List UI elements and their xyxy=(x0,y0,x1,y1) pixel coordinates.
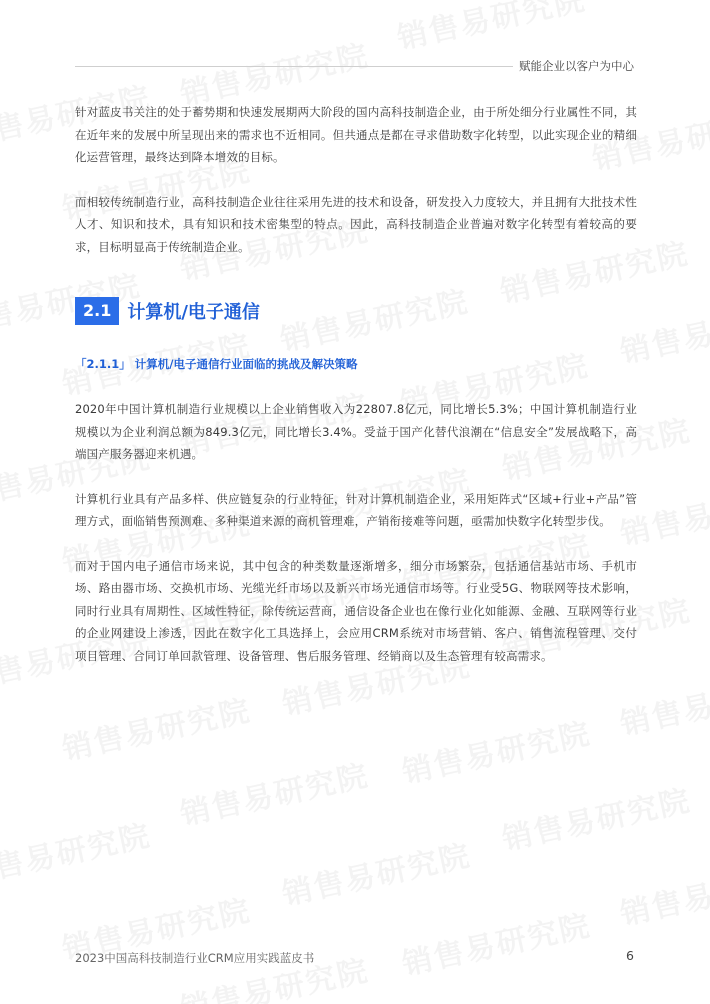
body-paragraph: 2020年中国计算机制造行业规模以上企业销售收入为22807.8亿元，同比增长5.3%；中国计算机制造行业规模以为企业利润总额为849.3亿元，同比增长3.4%。受益于国产化替代浪潮在“信息安全”发展战略下，高端国产服务器迎来机遇。 xyxy=(75,402,637,461)
watermark xyxy=(58,686,255,769)
body-paragraph: 而对于国内电子通信市场来说，其中包含的种类数量逐渐增多，细分市场繁杂，包括通信基站市场、手机市场、路由器市场、交换机市场、光缆光纤市场以及新兴市场光通信市场等。行业受5G、物联网等技术影响，同时行业具有周期性、区域性特征，除传统运营商，通信设备企业也在像行业化如能源、金融、互联网等行业的企业网建设上渗透，因此在数字化工具选择上，会应用CRM系统对市场营销、客户、销售流程管理、交付项目管理、合同订单回款管理、设备管理、售后服务管理、经销商以及生态管理有较高需求。 xyxy=(75,558,637,663)
section-title: 计算机/电子通信 xyxy=(127,302,260,323)
subsection-title: 「2.1.1」 计算机/电子通信行业面临的挑战及解决策略 xyxy=(75,357,358,371)
watermark xyxy=(0,811,154,894)
page-number: 6 xyxy=(626,948,634,963)
watermark xyxy=(398,709,595,792)
watermark xyxy=(498,776,695,859)
watermark xyxy=(278,831,475,914)
body-paragraph: 针对蓝皮书关注的处于蓄势期和快速发展期两大阶段的国内高科技制造企业，由于所处细分行业属性不同，其在近年来的发展中所呈现出来的需求也不近相同。但共通点是都在寻求借助数字化转型，以此实现企业的精细化运营管理，最终达到降本增效的目标。 xyxy=(75,105,637,164)
footer-title: 2023中国高科技制造行业CRM应用实践蓝皮书 xyxy=(75,951,315,965)
section-heading xyxy=(75,296,637,326)
header-tagline: 赋能企业以客户为中心 xyxy=(519,59,634,73)
section-number-badge: 2.1 xyxy=(75,297,119,325)
body-paragraph: 而相较传统制造行业，高科技制造企业往往采用先进的技术和设备，研发投入力度较大，并且拥有大批技术性人才、知识和技术，具有知识和技术密集型的特点。因此，高科技制造企业普遍对数字化转型有着较高的要求，目标明显高于传统制造企业。 xyxy=(75,194,637,254)
watermark xyxy=(393,0,590,57)
body-paragraph: 计算机行业具有产品多样、供应链复杂的行业特征，针对计算机制造企业，采用矩阵式“区域+行业+产品”管理方式，面临销售预测难、多种渠道来源的商机管理难，产销衔接难等问题，亟需加快数字化转型步伐。 xyxy=(75,491,637,528)
header-divider xyxy=(75,66,513,67)
page-content xyxy=(75,101,637,689)
watermark xyxy=(616,851,710,934)
watermark xyxy=(398,901,595,984)
watermark xyxy=(176,751,373,834)
